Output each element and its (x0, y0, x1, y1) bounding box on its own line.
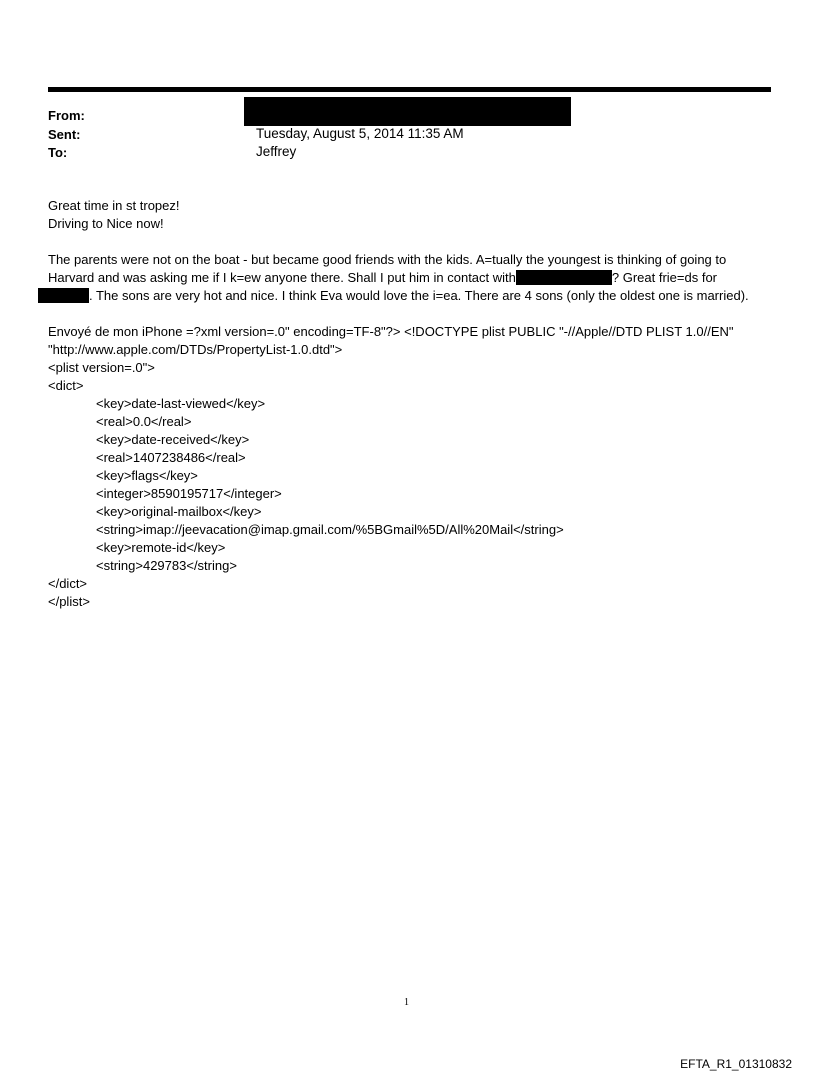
from-label: From: (48, 108, 85, 123)
plist-open: <plist version=.0"> (48, 360, 155, 375)
sent-value: Tuesday, August 5, 2014 11:35 AM (256, 126, 464, 141)
contact-redaction (516, 270, 612, 285)
plist-entry: <string>429783</string> (96, 558, 237, 573)
body-line-1: Great time in st tropez! (48, 198, 180, 213)
plist-close: </plist> (48, 594, 90, 609)
plist-entry: <key>date-received</key> (96, 432, 250, 447)
plist-entry: <key>original-mailbox</key> (96, 504, 262, 519)
from-redaction (244, 97, 571, 126)
sent-label: Sent: (48, 127, 81, 142)
plist-entry: <key>flags</key> (96, 468, 198, 483)
dict-close: </dict> (48, 576, 88, 591)
body-paragraph-line-3-text: . The sons are very hot and nice. I think Eva would love the i=ea. There are 4 sons (only the oldest one is married). (89, 288, 749, 303)
to-value: Jeffrey (256, 144, 297, 159)
plist-entry: <real>1407238486</real> (96, 450, 246, 465)
body-paragraph-line-1: The parents were not on the boat - but became good friends with the kids. A=tually the youngest is thinking of going to (48, 252, 727, 267)
signature-line-1: Envoyé de mon iPhone =?xml version=.0" encoding=TF-8"?> <!DOCTYPE plist PUBLIC "-//Apple//DTD PLIST 1.0//EN" (48, 324, 734, 339)
header-rule (48, 87, 771, 92)
to-label: To: (48, 145, 68, 160)
plist-entry: <key>date-last-viewed</key> (96, 396, 266, 411)
name-redaction (38, 288, 89, 303)
body-paragraph-line-2 (48, 269, 717, 287)
plist-entry: <real>0.0</real> (96, 414, 192, 429)
page-number: 1 (404, 997, 409, 1008)
plist-entry: <integer>8590195717</integer> (96, 486, 282, 501)
signature-line-2: "http://www.apple.com/DTDs/PropertyList-1.0.dtd"> (48, 342, 343, 357)
body-line-2: Driving to Nice now! (48, 216, 164, 231)
body-paragraph-line-3 (38, 287, 749, 305)
plist-entry: <string>imap://jeevacation@imap.gmail.com/%5BGmail%5D/All%20Mail</string> (96, 522, 564, 537)
document-id: EFTA_R1_01310832 (680, 1057, 792, 1071)
plist-entry: <key>remote-id</key> (96, 540, 226, 555)
dict-open: <dict> (48, 378, 84, 393)
body-paragraph-line-2-start: Harvard and was asking me if I k=ew anyone there. Shall I put him in contact with (48, 270, 516, 285)
body-paragraph-line-2-end: ? Great frie=ds for (611, 270, 718, 285)
